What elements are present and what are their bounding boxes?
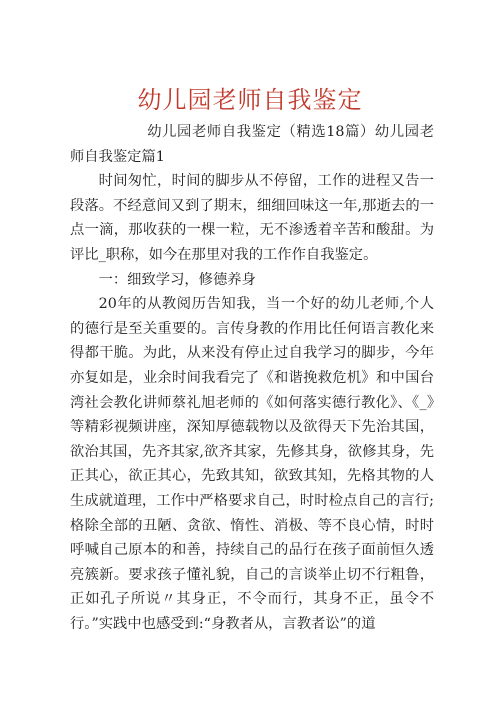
- section-heading: 一：细致学习，修德养身: [98, 271, 256, 288]
- document-title: 幼儿园老师自我鉴定: [137, 86, 363, 114]
- document-body: [70, 120, 434, 636]
- document-subtitle: 幼儿园老师自我鉴定（精选18篇）幼儿园老师自我鉴定篇1: [70, 124, 434, 165]
- paragraph: 时间匆忙，时间的脚步从不停留，工作的进程又告一段落。不经意间又到了期末，细细回味这一年,那逝去的一点一滴，那收获的一棵一粒，无不渗透着辛苦和酸甜。为评比_职称，如今在那里对我的工作作自我鉴定。: [70, 173, 434, 263]
- paragraph: 20年的从教阅历告知我，当一个好的幼儿老师,个人的德行是至关重要的。言传身教的作用比任何语言教化来得都干脆。为此，从来没有停止过自我学习的脚步，今年亦复如是，业余时间我看完了《和谐挽救危机》和中国台湾社会教化讲师蔡礼旭老师的《如何落实德行教化》、《_》等精彩视频讲座，深知厚德载物以及欲得天下先治其国，欲治其国，先齐其家,欲齐其家，先修其身，欲修其身，先正其心，欲正其心，先致其知，欲致其知，先格其物的人生成就道理，工作中严格要求自己，时时检点自己的言行;格除全部的丑陋、贪欲、惰性、消极、等不良心情，时时呼喊自己原本的和善，持续自己的品行在孩子面前恒久透亮簇新。要求孩子懂礼貌，自己的言谈举止切不行粗鲁，正如孔子所说〃其身正，不令而行，其身不正，虽令不行。”实践中也感受到:“身教者从，言教者讼”的道: [70, 296, 434, 632]
